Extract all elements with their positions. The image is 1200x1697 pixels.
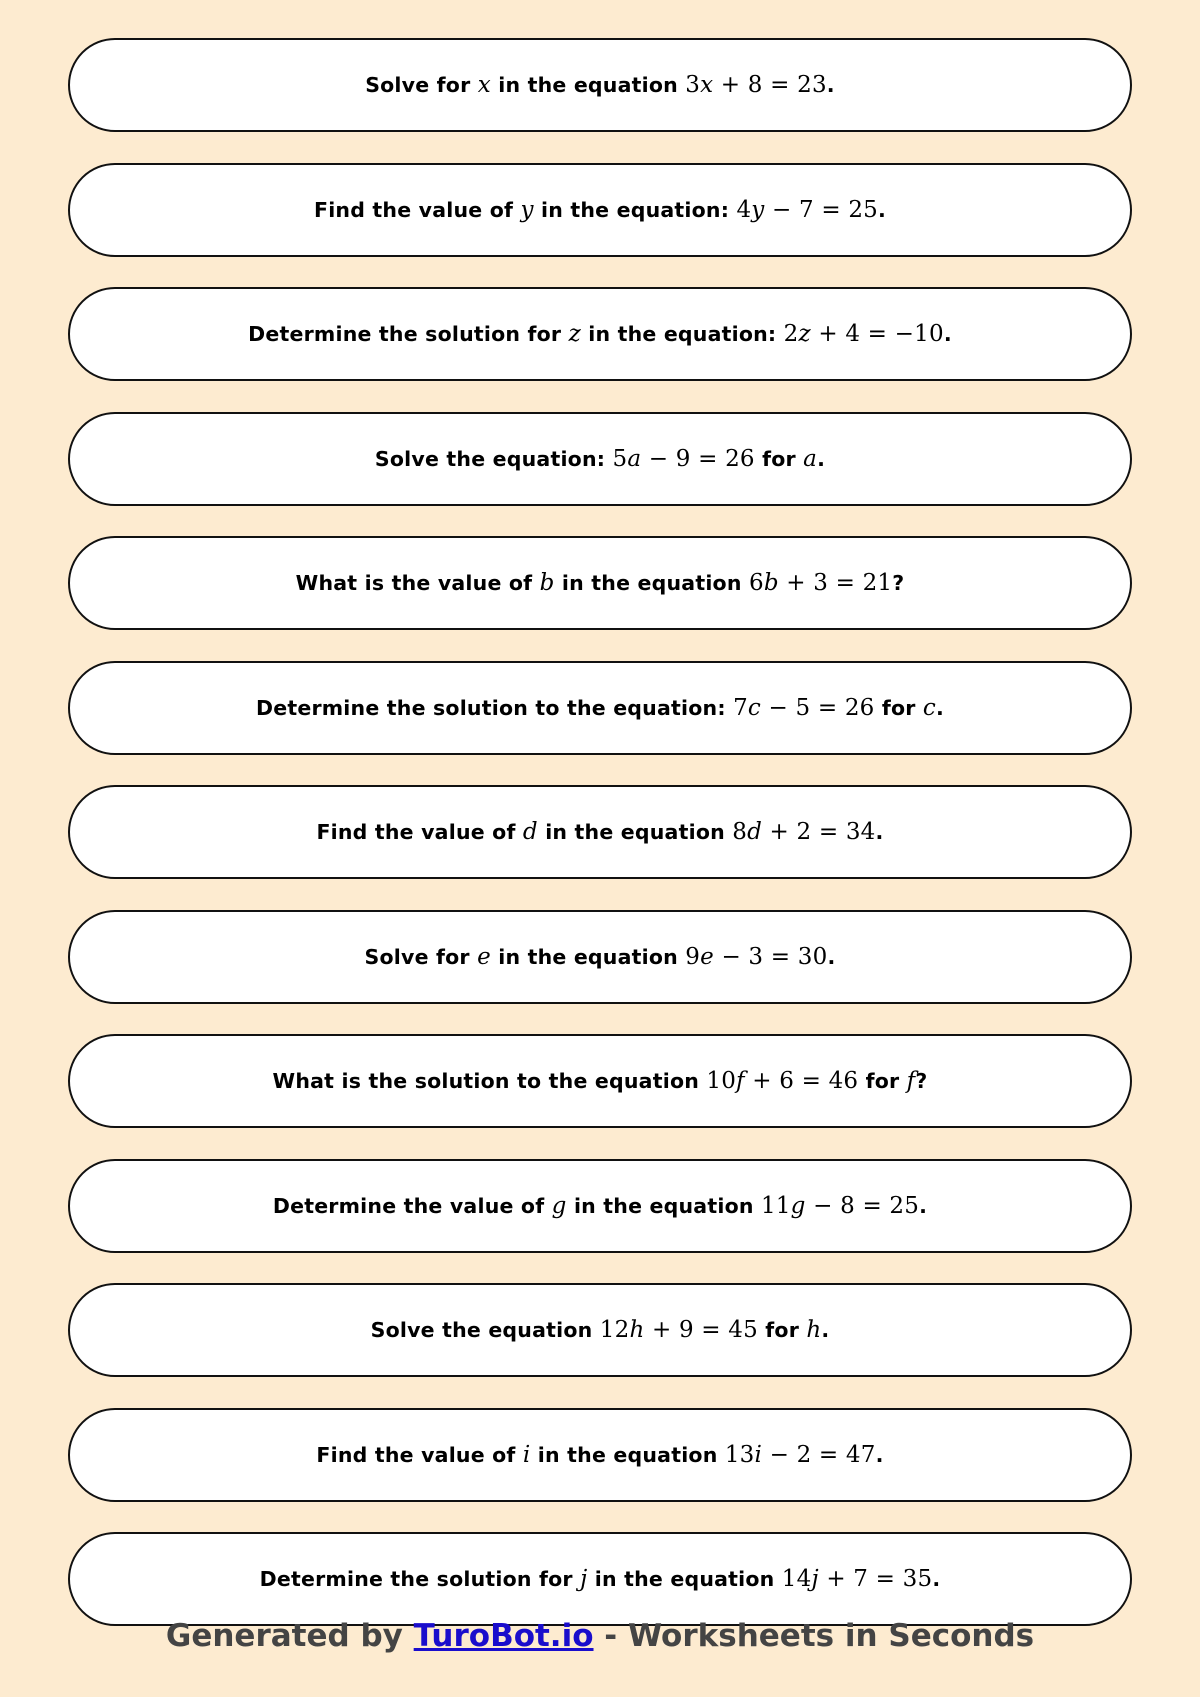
math-expression: 8d + 2 = 34	[732, 819, 876, 845]
question-text	[316, 819, 883, 845]
math-expression	[552, 1193, 567, 1219]
math-expression	[477, 944, 491, 970]
question-text-segment: for	[754, 446, 804, 471]
question-card	[68, 1532, 1132, 1626]
math-expression: 3x + 8 = 23	[685, 72, 827, 98]
question-text-segment: Determine the solution for	[259, 1567, 581, 1591]
question-text-segment: .	[817, 446, 826, 471]
math-expression	[923, 695, 936, 721]
math-variable: f	[906, 1068, 916, 1094]
math-variable: y	[751, 196, 765, 223]
question-text-segment: in the equation	[537, 820, 733, 844]
question-text-segment: ?	[915, 1069, 928, 1093]
question-text-segment: Find the value of	[314, 197, 521, 222]
question-card	[68, 1034, 1132, 1128]
question-text-segment: for	[858, 1069, 907, 1093]
question-text-segment: What is the solution to the equation	[272, 1069, 707, 1093]
math-variable: i	[754, 1441, 763, 1468]
math-variable: x	[477, 72, 491, 98]
math-expression: 2z + 4 = −10	[783, 321, 944, 347]
question-text	[314, 197, 886, 223]
question-text-segment: .	[932, 1567, 941, 1591]
question-card	[68, 536, 1132, 630]
math-expression	[523, 819, 538, 845]
question-card	[68, 1408, 1132, 1502]
math-expression: 5a − 9 = 26	[612, 445, 755, 472]
math-variable: y	[520, 196, 534, 223]
question-text-segment: in the equation	[566, 1193, 761, 1218]
math-expression	[806, 1317, 821, 1343]
worksheet	[68, 38, 1132, 1657]
footer	[0, 1618, 1200, 1654]
math-variable: g	[551, 1192, 567, 1219]
math-variable: f	[736, 1068, 745, 1094]
math-variable: a	[627, 445, 642, 472]
question-text-segment: Solve for	[365, 73, 478, 97]
math-expression	[569, 321, 581, 347]
question-text	[375, 446, 825, 472]
question-text-segment: in the equation	[490, 73, 686, 97]
math-variable: c	[922, 694, 936, 721]
footer-suffix: - Worksheets in Seconds	[593, 1618, 1035, 1654]
math-expression: 13i − 2 = 47	[724, 1441, 876, 1468]
question-text	[256, 695, 944, 721]
question-text-segment: .	[919, 1193, 928, 1218]
question-text-segment: .	[878, 197, 886, 222]
math-expression: 7c − 5 = 26	[733, 694, 875, 721]
math-variable: i	[522, 1441, 531, 1468]
math-expression: 10f + 6 = 46	[706, 1068, 859, 1094]
question-text-segment: .	[943, 322, 952, 346]
math-variable: z	[798, 321, 811, 347]
question-text	[365, 944, 836, 970]
math-expression: 4y − 7 = 25	[736, 196, 878, 223]
question-text-segment: .	[827, 944, 836, 969]
math-variable: h	[806, 1317, 822, 1343]
math-variable: j	[811, 1566, 819, 1592]
question-text	[273, 1193, 927, 1219]
question-text-segment: .	[826, 73, 835, 97]
question-text-segment: Solve for	[364, 944, 478, 969]
question-text-segment: Determine the solution to the equation:	[256, 695, 734, 720]
question-text-segment: in the equation	[530, 1442, 725, 1467]
question-text-segment: in the equation	[490, 944, 686, 969]
question-text-segment: ?	[892, 571, 905, 595]
math-expression	[478, 72, 491, 98]
footer-prefix: Generated by	[165, 1618, 414, 1654]
question-text	[296, 570, 905, 596]
question-text-segment: Solve the equation:	[374, 446, 613, 471]
math-variable: d	[522, 819, 538, 845]
math-expression: 12h + 9 = 45	[599, 1317, 758, 1343]
question-text	[248, 321, 952, 347]
math-variable: z	[568, 321, 581, 347]
math-variable: b	[539, 570, 555, 596]
math-variable: x	[700, 72, 714, 98]
math-variable: b	[763, 570, 779, 596]
math-expression	[540, 570, 555, 596]
question-card	[68, 785, 1132, 879]
math-expression	[803, 446, 817, 472]
question-text-segment: .	[875, 1442, 884, 1467]
math-variable: a	[803, 445, 818, 472]
question-card	[68, 661, 1132, 755]
math-variable: e	[477, 943, 491, 970]
question-text-segment: .	[875, 820, 884, 844]
question-card	[68, 163, 1132, 257]
question-text	[365, 72, 835, 98]
question-text-segment: Find the value of	[316, 820, 523, 844]
question-text	[371, 1317, 830, 1343]
question-text-segment: for	[757, 1318, 807, 1342]
math-variable: d	[747, 819, 763, 845]
question-list	[68, 38, 1132, 1626]
question-text-segment: Solve the equation	[370, 1318, 600, 1342]
question-text-segment: Find the value of	[316, 1442, 523, 1467]
question-text	[260, 1566, 941, 1592]
math-variable: h	[629, 1317, 645, 1343]
question-card	[68, 38, 1132, 132]
math-variable: j	[580, 1566, 588, 1592]
question-text-segment: in the equation:	[533, 197, 737, 222]
math-variable: g	[790, 1192, 806, 1219]
math-expression: 14j + 7 = 35	[781, 1566, 933, 1592]
question-text-segment: .	[821, 1318, 830, 1342]
question-card	[68, 1159, 1132, 1253]
question-card	[68, 287, 1132, 381]
question-text-segment: in the equation	[554, 571, 749, 595]
question-card	[68, 1283, 1132, 1377]
question-text-segment: .	[935, 695, 944, 720]
question-text-segment: Determine the solution for	[248, 322, 569, 346]
question-text-segment: in the equation	[587, 1567, 782, 1591]
math-variable: c	[747, 694, 761, 721]
math-expression: 6b + 3 = 21	[748, 570, 893, 596]
question-card	[68, 910, 1132, 1004]
question-text-segment: for	[874, 695, 923, 720]
question-text	[316, 1442, 883, 1468]
question-text-segment: What is the value of	[295, 571, 540, 595]
math-expression: 9e − 3 = 30	[685, 943, 828, 970]
question-text-segment: Determine the value of	[272, 1193, 552, 1218]
question-text-segment: in the equation:	[580, 322, 784, 346]
question-text	[273, 1068, 928, 1094]
turobot-link[interactable]: TuroBot.io	[413, 1618, 594, 1654]
math-expression: 11g − 8 = 25	[761, 1192, 920, 1219]
math-variable: e	[700, 943, 714, 970]
math-expression	[520, 197, 533, 223]
question-card	[68, 412, 1132, 506]
